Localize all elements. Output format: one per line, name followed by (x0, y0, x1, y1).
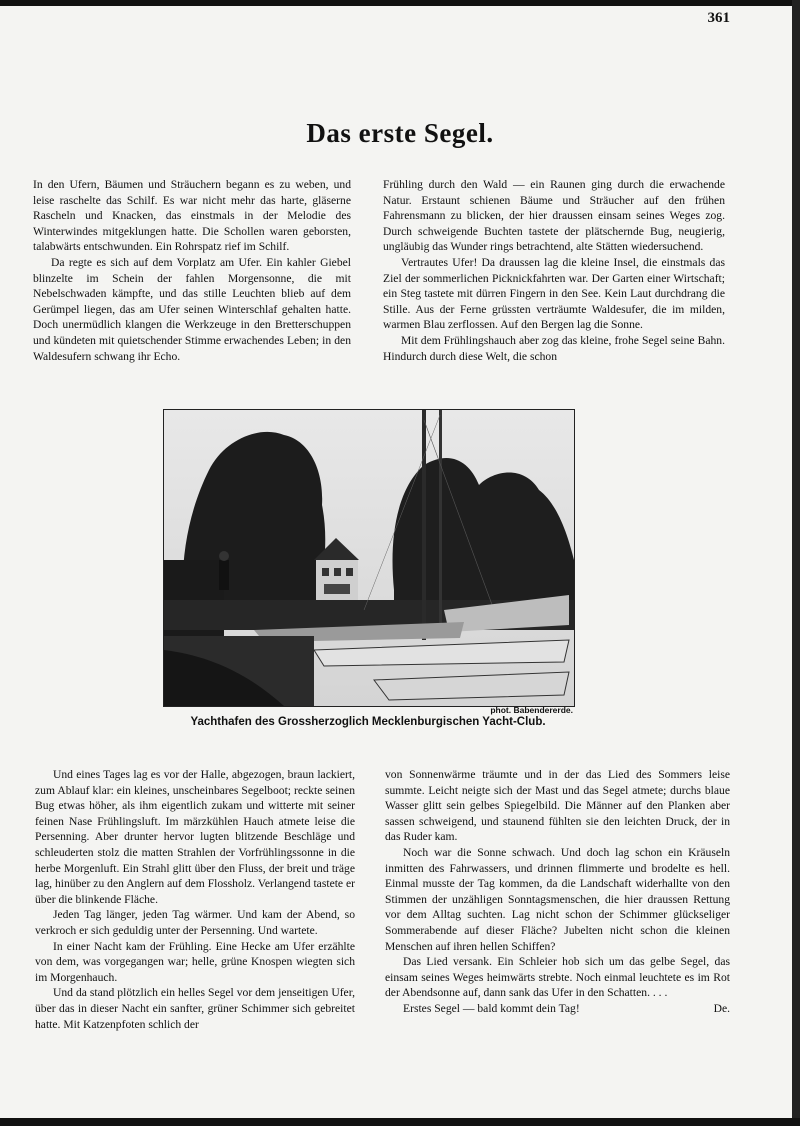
paragraph: In den Ufern, Bäumen und Sträuchern begann es zu weben, und leise raschelte das Schilf. Es war nicht mehr das harte, gläserne Rascheln und Knacken, das einstmals in der Melodie des Winterwindes mitgeklungen hatte. Die Schollen waren geborsten, talabwärts entschwunden. Ein Rohrspatz rief im Schilf. (33, 178, 351, 254)
paragraph: Frühling durch den Wald — ein Raunen ging durch die erwachende Natur. Erstaunt schienen Bäume und Sträucher auf den frühen Fahrensmann zu blicken, der hier draussen einsam seines Weges zog. Durch schweigende Buchten tastete der plätschernde Bug, neugierig, ungläubig das Wunder rings betrachtend, alte Stätten wiedersuchend. (383, 178, 725, 254)
closing-text: Erstes Segel — bald kommt dein Tag! (403, 1001, 580, 1015)
paragraph: Jeden Tag länger, jeden Tag wärmer. Und kam der Abend, so verkroch er sich geduldig unter der Persenning. Und wartete. (35, 908, 355, 937)
paragraph: Da regte es sich auf dem Vorplatz am Ufer. Ein kahler Giebel blinzelte im Schein der fahlen Morgensonne, die mit Nebelschwaden kämpfte, und das stille Leuchten blieb auf dem Gerümpel liegen, das am Ufer seinen Winterschlaf gehalten hatte. Doch unermüdlich klangen die Werkzeuge in den Bretterschuppen und kündeten mit quietschender Stimme erwachendes Leben; in den Waldesufern schwang ihr Echo. (33, 255, 351, 363)
harbor-photo-image (164, 410, 574, 706)
author-signature: De. (713, 1001, 730, 1015)
paragraph: Und da stand plötzlich ein helles Segel vor dem jenseitigen Ufer, über das in dieser Nacht ein sanfter, grüner Schimmer sich gebreitet hatte. Mit Katzenpfoten schlich der (35, 986, 355, 1031)
paragraph: Und eines Tages lag es vor der Halle, abgezogen, braun lackiert, zum Ablauf klar: ein kleines, unscheinbares Segelboot; reckte seinen Bug etwas höher, als ihm eigentlich zukam und witterte mit seiner feinen Nase Frühlingsluft. Im märzkühlen Hauch atmete leise die Persenning. Aber drunter hervor lugten blitzende Beschläge und schleuderten stolz die matten Strahlen der Vorfrühlingssonne in die herbe Morgenluft. Ein Strahl glitt über den Fluss, der breit und träge lag, hinüber zu den Anglern auf dem Flossholz. Verlangend tastete er über die blinkende Fläche. (35, 768, 355, 906)
page-edge-bottom (0, 1118, 800, 1126)
text-column-3 (35, 767, 355, 1032)
page-edge-right (792, 0, 800, 1126)
text-column-1 (33, 177, 351, 364)
article-title: Das erste Segel. (306, 118, 494, 148)
harbor-photo (163, 409, 575, 707)
paragraph: In einer Nacht kam der Frühling. Eine Hecke am Ufer erzählte von dem, was vorgegangen war; helle, grüne Knospen wiegten sich im Morgenhauch. (35, 939, 355, 984)
photo-credit: phot. Babendererde. (490, 705, 573, 715)
text-column-2 (383, 177, 725, 364)
paragraph: von Sonnenwärme träumte und in der das Lied des Sommers leise summte. Leicht neigte sich der Mast und das Segel atmete; durchs blaue Wasser glitt sein gelbes Spiegelbild. Die Männer auf den Planken aber sassen schweigend, und staunend fühlten sie den leichten Druck, der in das Ruder kam. (385, 768, 730, 844)
page-number: 361 (707, 10, 730, 26)
paragraph: Vertrautes Ufer! Da draussen lag die kleine Insel, die einstmals das Ziel der sommerlichen Picknickfahrten war. Der Garten einer Wirtschaft; ein Steg tastete mit dürren Fingern in den See. Kein Laut durchdrang die Stille. Aus der Ferne grüssten verträumte Waldesufer, die im milden, warmen Blau zerflossen. Auf den Bergen lag die Sonne. (383, 255, 725, 332)
text-column-4 (385, 767, 730, 1017)
page-edge-top (0, 0, 800, 6)
closing-line (385, 1001, 730, 1017)
paragraph: Noch war die Sonne schwach. Und doch lag schon ein Kräuseln inmitten des Fahrwassers, und drinnen flimmerte und brodelte es hell. Einmal musste der Tag kommen, da die Landschaft widerhallte von den Stimmen der unzähligen Sonntagsmenschen, die hier draussen Rettung vor dem Alltag suchten. Lag nicht schon der Schimmer glückseliger Sommerabende auf dieser Fläche? Jubelten nicht schon die kleinen Menschen auf ihren hellen Schiffen? (385, 845, 730, 953)
paragraph: Das Lied versank. Ein Schleier hob sich um das gelbe Segel, das einsam seines Weges heimwärts strebte. Noch einmal leuchtete es im Rot der Abendsonne auf, dann sank das Ufer in den Schatten. . . . (385, 955, 730, 1000)
paragraph: Mit dem Frühlingshauch aber zog das kleine, frohe Segel seine Bahn. Hindurch durch diese Welt, die schon (383, 333, 725, 363)
photo-caption: Yachthafen des Grossherzoglich Mecklenburgischen Yacht-Club. (190, 716, 546, 728)
